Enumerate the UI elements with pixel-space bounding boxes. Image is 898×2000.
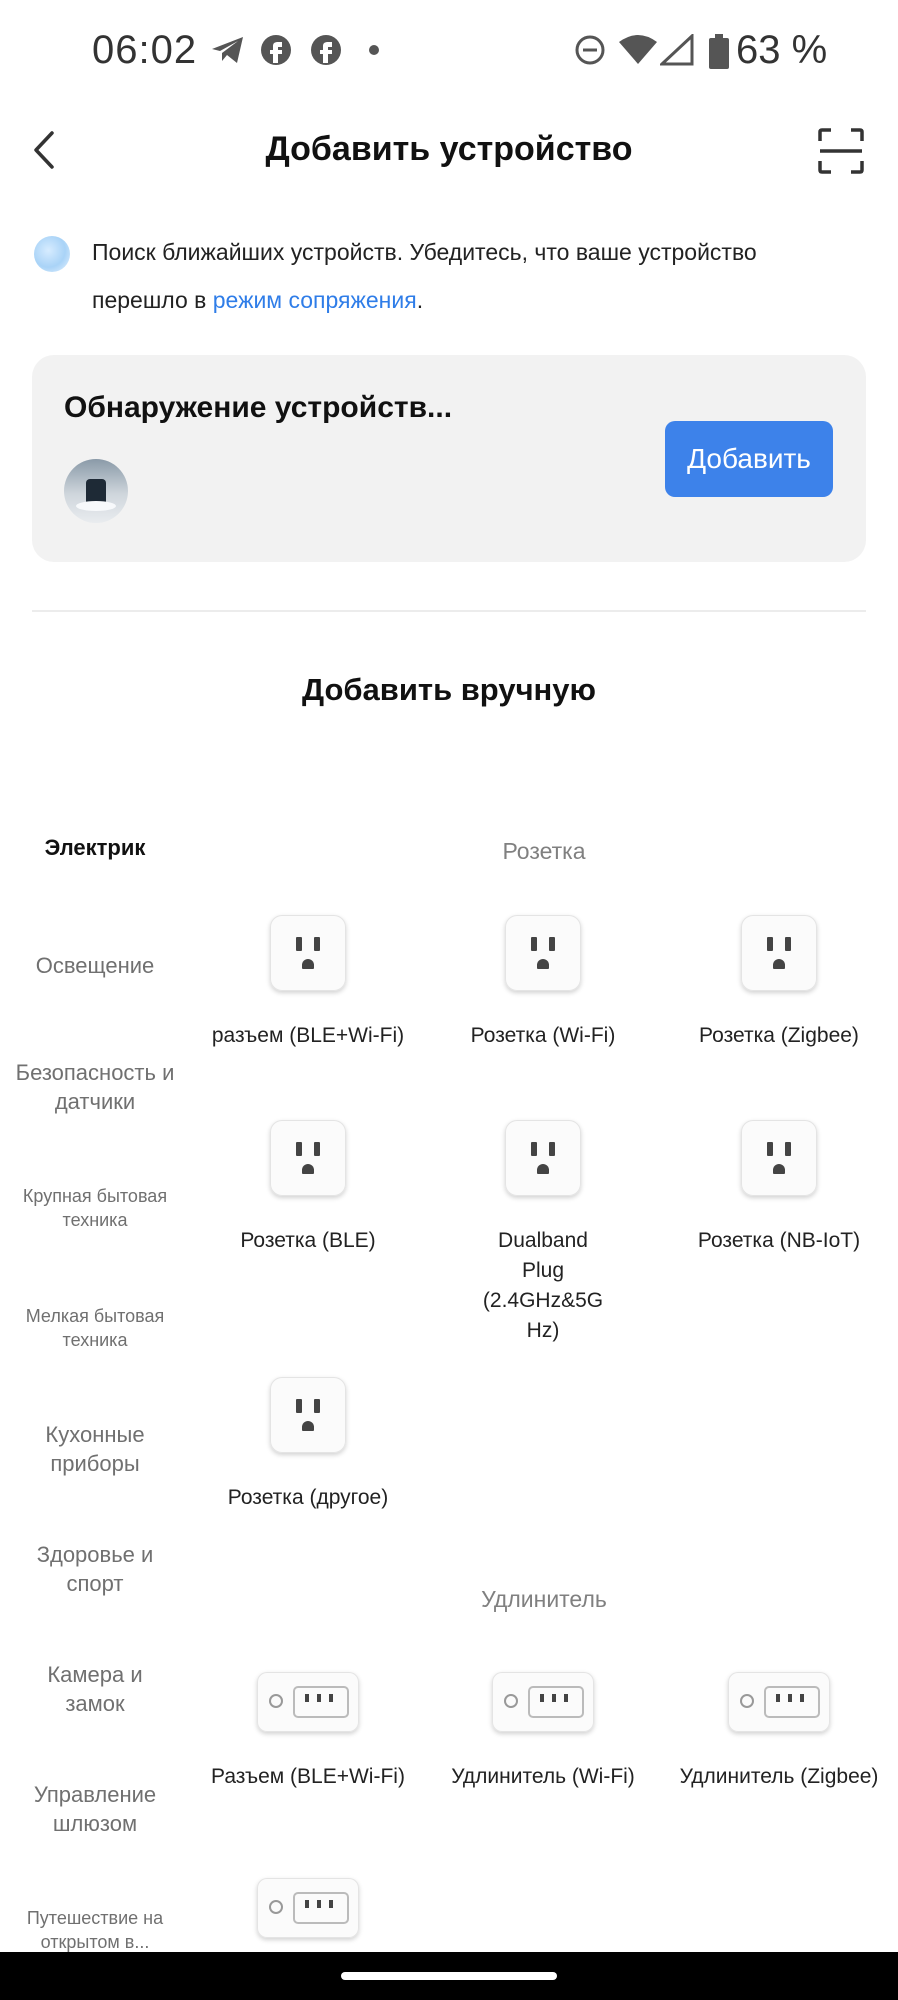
page-title: Добавить устройство bbox=[265, 130, 633, 168]
scan-icon bbox=[818, 128, 864, 174]
pairing-mode-link[interactable]: режим сопряжения bbox=[212, 287, 417, 313]
device-tile[interactable] bbox=[208, 1672, 408, 1792]
info-text-main: Поиск ближайших устройств. Убедитесь, что ваше устройство перешло в bbox=[92, 239, 757, 313]
scan-button[interactable] bbox=[818, 128, 864, 174]
device-tile[interactable] bbox=[443, 915, 643, 1051]
manual-add-title: Добавить вручную bbox=[301, 672, 596, 707]
socket-icon bbox=[270, 1377, 346, 1453]
device-label: Удлинитель (Wi-Fi) bbox=[451, 1765, 635, 1788]
section-title-socket: Розетка bbox=[502, 838, 586, 864]
power-strip-icon bbox=[728, 1672, 830, 1732]
add-button[interactable]: Добавить bbox=[665, 421, 833, 497]
home-gesture-handle[interactable] bbox=[341, 1972, 557, 1980]
telegram-icon bbox=[210, 34, 246, 66]
device-tile[interactable] bbox=[679, 1672, 879, 1792]
device-tile[interactable] bbox=[208, 1878, 408, 1938]
power-strip-icon bbox=[257, 1878, 359, 1938]
socket-icon bbox=[270, 915, 346, 991]
category-lighting[interactable]: Освещение bbox=[35, 953, 155, 978]
device-tile[interactable] bbox=[208, 1120, 408, 1256]
device-label: Розетка (BLE) bbox=[240, 1229, 376, 1252]
category-security-sensors[interactable]: Безопасность и датчики bbox=[15, 1060, 175, 1114]
searching-icon bbox=[34, 236, 70, 272]
divider bbox=[32, 610, 866, 612]
discovery-card bbox=[32, 355, 866, 562]
device-tile[interactable] bbox=[679, 915, 879, 1051]
category-kitchen[interactable]: Кухонные приборы bbox=[45, 1422, 145, 1476]
socket-icon bbox=[505, 1120, 581, 1196]
device-label: Разъем (BLE+Wi-Fi) bbox=[211, 1765, 405, 1788]
socket-icon bbox=[270, 1120, 346, 1196]
cellular-signal-icon bbox=[660, 34, 694, 66]
device-label: Розетка (другое) bbox=[227, 1486, 389, 1509]
socket-icon bbox=[505, 915, 581, 991]
category-electric[interactable]: Электрик bbox=[44, 835, 146, 860]
device-label: Удлинитель (Zigbee) bbox=[679, 1765, 879, 1788]
power-strip-icon bbox=[257, 1672, 359, 1732]
navigation-bar bbox=[0, 1952, 898, 2000]
category-large-appliances[interactable]: Крупная бытовая техника bbox=[22, 1186, 168, 1230]
category-gateway[interactable]: Управление шлюзом bbox=[33, 1782, 157, 1836]
socket-icon bbox=[741, 915, 817, 991]
device-label: Розетка (Zigbee) bbox=[699, 1024, 859, 1047]
status-bar bbox=[0, 0, 898, 100]
discovered-device-avatar[interactable] bbox=[64, 459, 128, 523]
discovery-title: Обнаружение устройств... bbox=[64, 391, 453, 424]
device-tile[interactable] bbox=[208, 1377, 408, 1513]
notification-dot-icon bbox=[368, 44, 380, 56]
battery-percentage: 63 % bbox=[736, 28, 828, 72]
socket-icon bbox=[741, 1120, 817, 1196]
section-title-power-strip: Удлинитель bbox=[481, 1586, 607, 1612]
device-label: Розетка (Wi-Fi) bbox=[470, 1024, 616, 1047]
category-health-sport[interactable]: Здоровье и спорт bbox=[36, 1542, 154, 1596]
do-not-disturb-icon bbox=[574, 34, 606, 66]
search-info-text bbox=[92, 228, 852, 324]
device-tile[interactable] bbox=[208, 915, 408, 1051]
device-tile[interactable] bbox=[443, 1672, 643, 1792]
device-label: разъем (BLE+Wi-Fi) bbox=[211, 1024, 405, 1047]
facebook-icon bbox=[260, 34, 292, 66]
battery-icon bbox=[708, 34, 730, 70]
category-small-appliances[interactable]: Мелкая бытовая техника bbox=[25, 1306, 165, 1350]
device-label: Dualband Plug (2.4GHz&5G Hz) bbox=[482, 1229, 604, 1342]
category-camera-lock[interactable]: Камера и замок bbox=[47, 1662, 143, 1716]
wifi-icon bbox=[618, 34, 658, 66]
category-outdoor-travel[interactable]: Путешествие на открытом в... bbox=[26, 1908, 164, 1952]
device-tile[interactable] bbox=[679, 1120, 879, 1256]
power-strip-icon bbox=[492, 1672, 594, 1732]
info-text-end: . bbox=[416, 287, 424, 313]
device-label: Розетка (NB-IoT) bbox=[697, 1229, 861, 1252]
facebook-icon-2 bbox=[310, 34, 342, 66]
device-tile[interactable] bbox=[443, 1120, 643, 1346]
status-time: 06:02 bbox=[92, 28, 198, 72]
